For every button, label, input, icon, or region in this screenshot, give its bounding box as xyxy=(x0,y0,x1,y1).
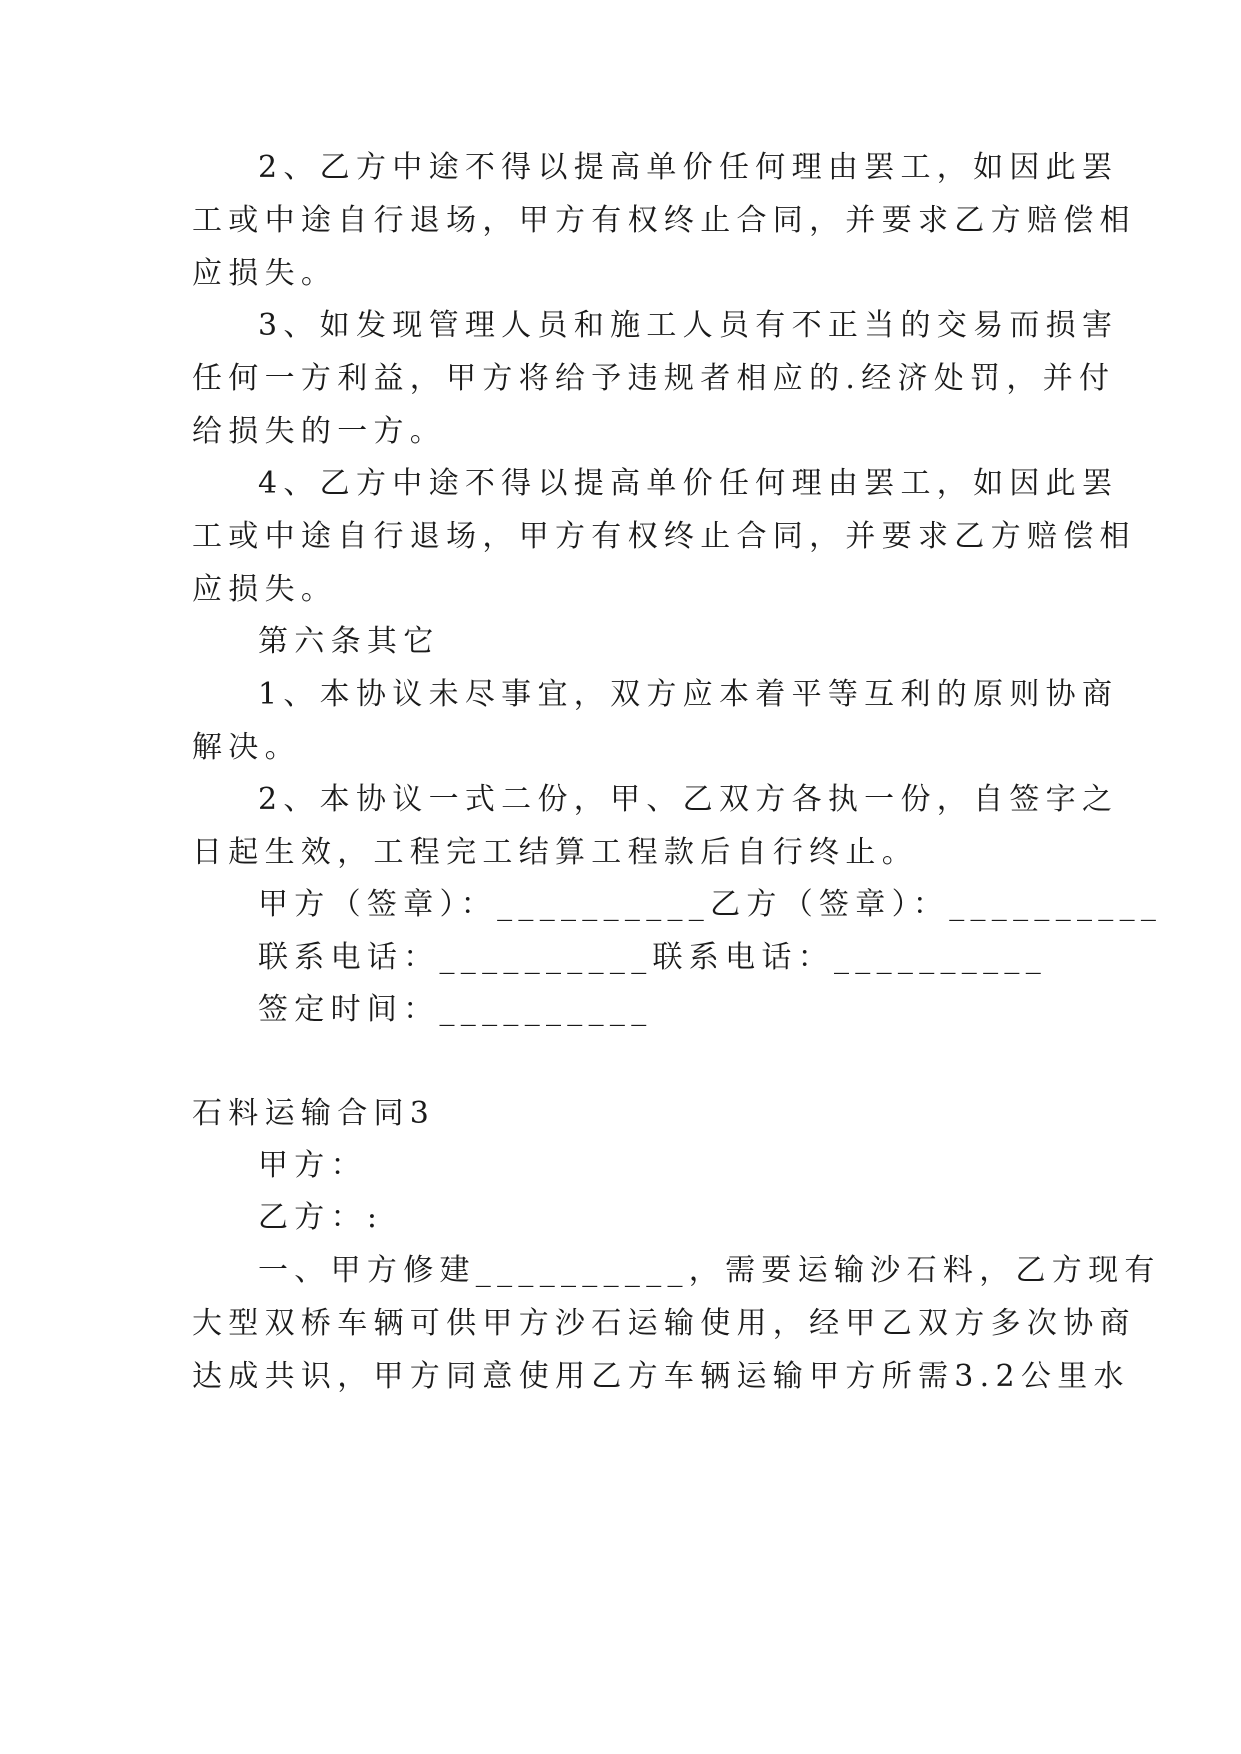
party-a-label: 甲方： xyxy=(258,1148,367,1183)
article-6-item-2-line-1: 2、本协议一式二份，甲、乙双方各执一份，自签字之 xyxy=(258,782,1119,817)
clause-4-line-3: 应损失。 xyxy=(192,572,338,607)
clause-4-line-1: 4、乙方中途不得以提高单价任何理由罢工，如因此罢 xyxy=(258,466,1119,501)
clause-3-line-2: 任何一方利益，甲方将给予违规者相应的.经济处罚，并付 xyxy=(192,361,1116,396)
contract-3-title: 石料运输合同3 xyxy=(192,1096,436,1131)
signature-line: 甲方（签章）：__________乙方（签章）：__________ xyxy=(258,887,1163,922)
article-6-item-1-line-2: 解决。 xyxy=(192,730,301,765)
clause-3-line-1: 3、如发现管理人员和施工人员有不正当的交易而损害 xyxy=(258,308,1119,343)
clause-2-line-2: 工或中途自行退场，甲方有权终止合同，并要求乙方赔偿相 xyxy=(192,203,1136,238)
section-1-line-1: 一、甲方修建__________，需要运输沙石料，乙方现有 xyxy=(258,1253,1161,1288)
clause-3-line-3: 给损失的一方。 xyxy=(192,414,447,449)
phone-line: 联系电话：__________联系电话：__________ xyxy=(258,940,1047,975)
section-1-line-3: 达成共识，甲方同意使用乙方车辆运输甲方所需3.2公里水 xyxy=(192,1359,1130,1394)
article-6-heading: 第六条其它 xyxy=(258,624,440,659)
clause-2-line-3: 应损失。 xyxy=(192,256,338,291)
article-6-item-2-line-2: 日起生效，工程完工结算工程款后自行终止。 xyxy=(192,835,918,870)
party-b-label: 乙方：: xyxy=(258,1200,384,1235)
section-1-line-2: 大型双桥车辆可供甲方沙石运输使用，经甲乙双方多次协商 xyxy=(192,1306,1136,1341)
article-6-item-1-line-1: 1、本协议未尽事宜，双方应本着平等互利的原则协商 xyxy=(258,677,1119,712)
signing-date-line: 签定时间：__________ xyxy=(258,992,653,1027)
clause-2-line-1: 2、乙方中途不得以提高单价任何理由罢工，如因此罢 xyxy=(258,150,1119,185)
clause-4-line-2: 工或中途自行退场，甲方有权终止合同，并要求乙方赔偿相 xyxy=(192,519,1136,554)
